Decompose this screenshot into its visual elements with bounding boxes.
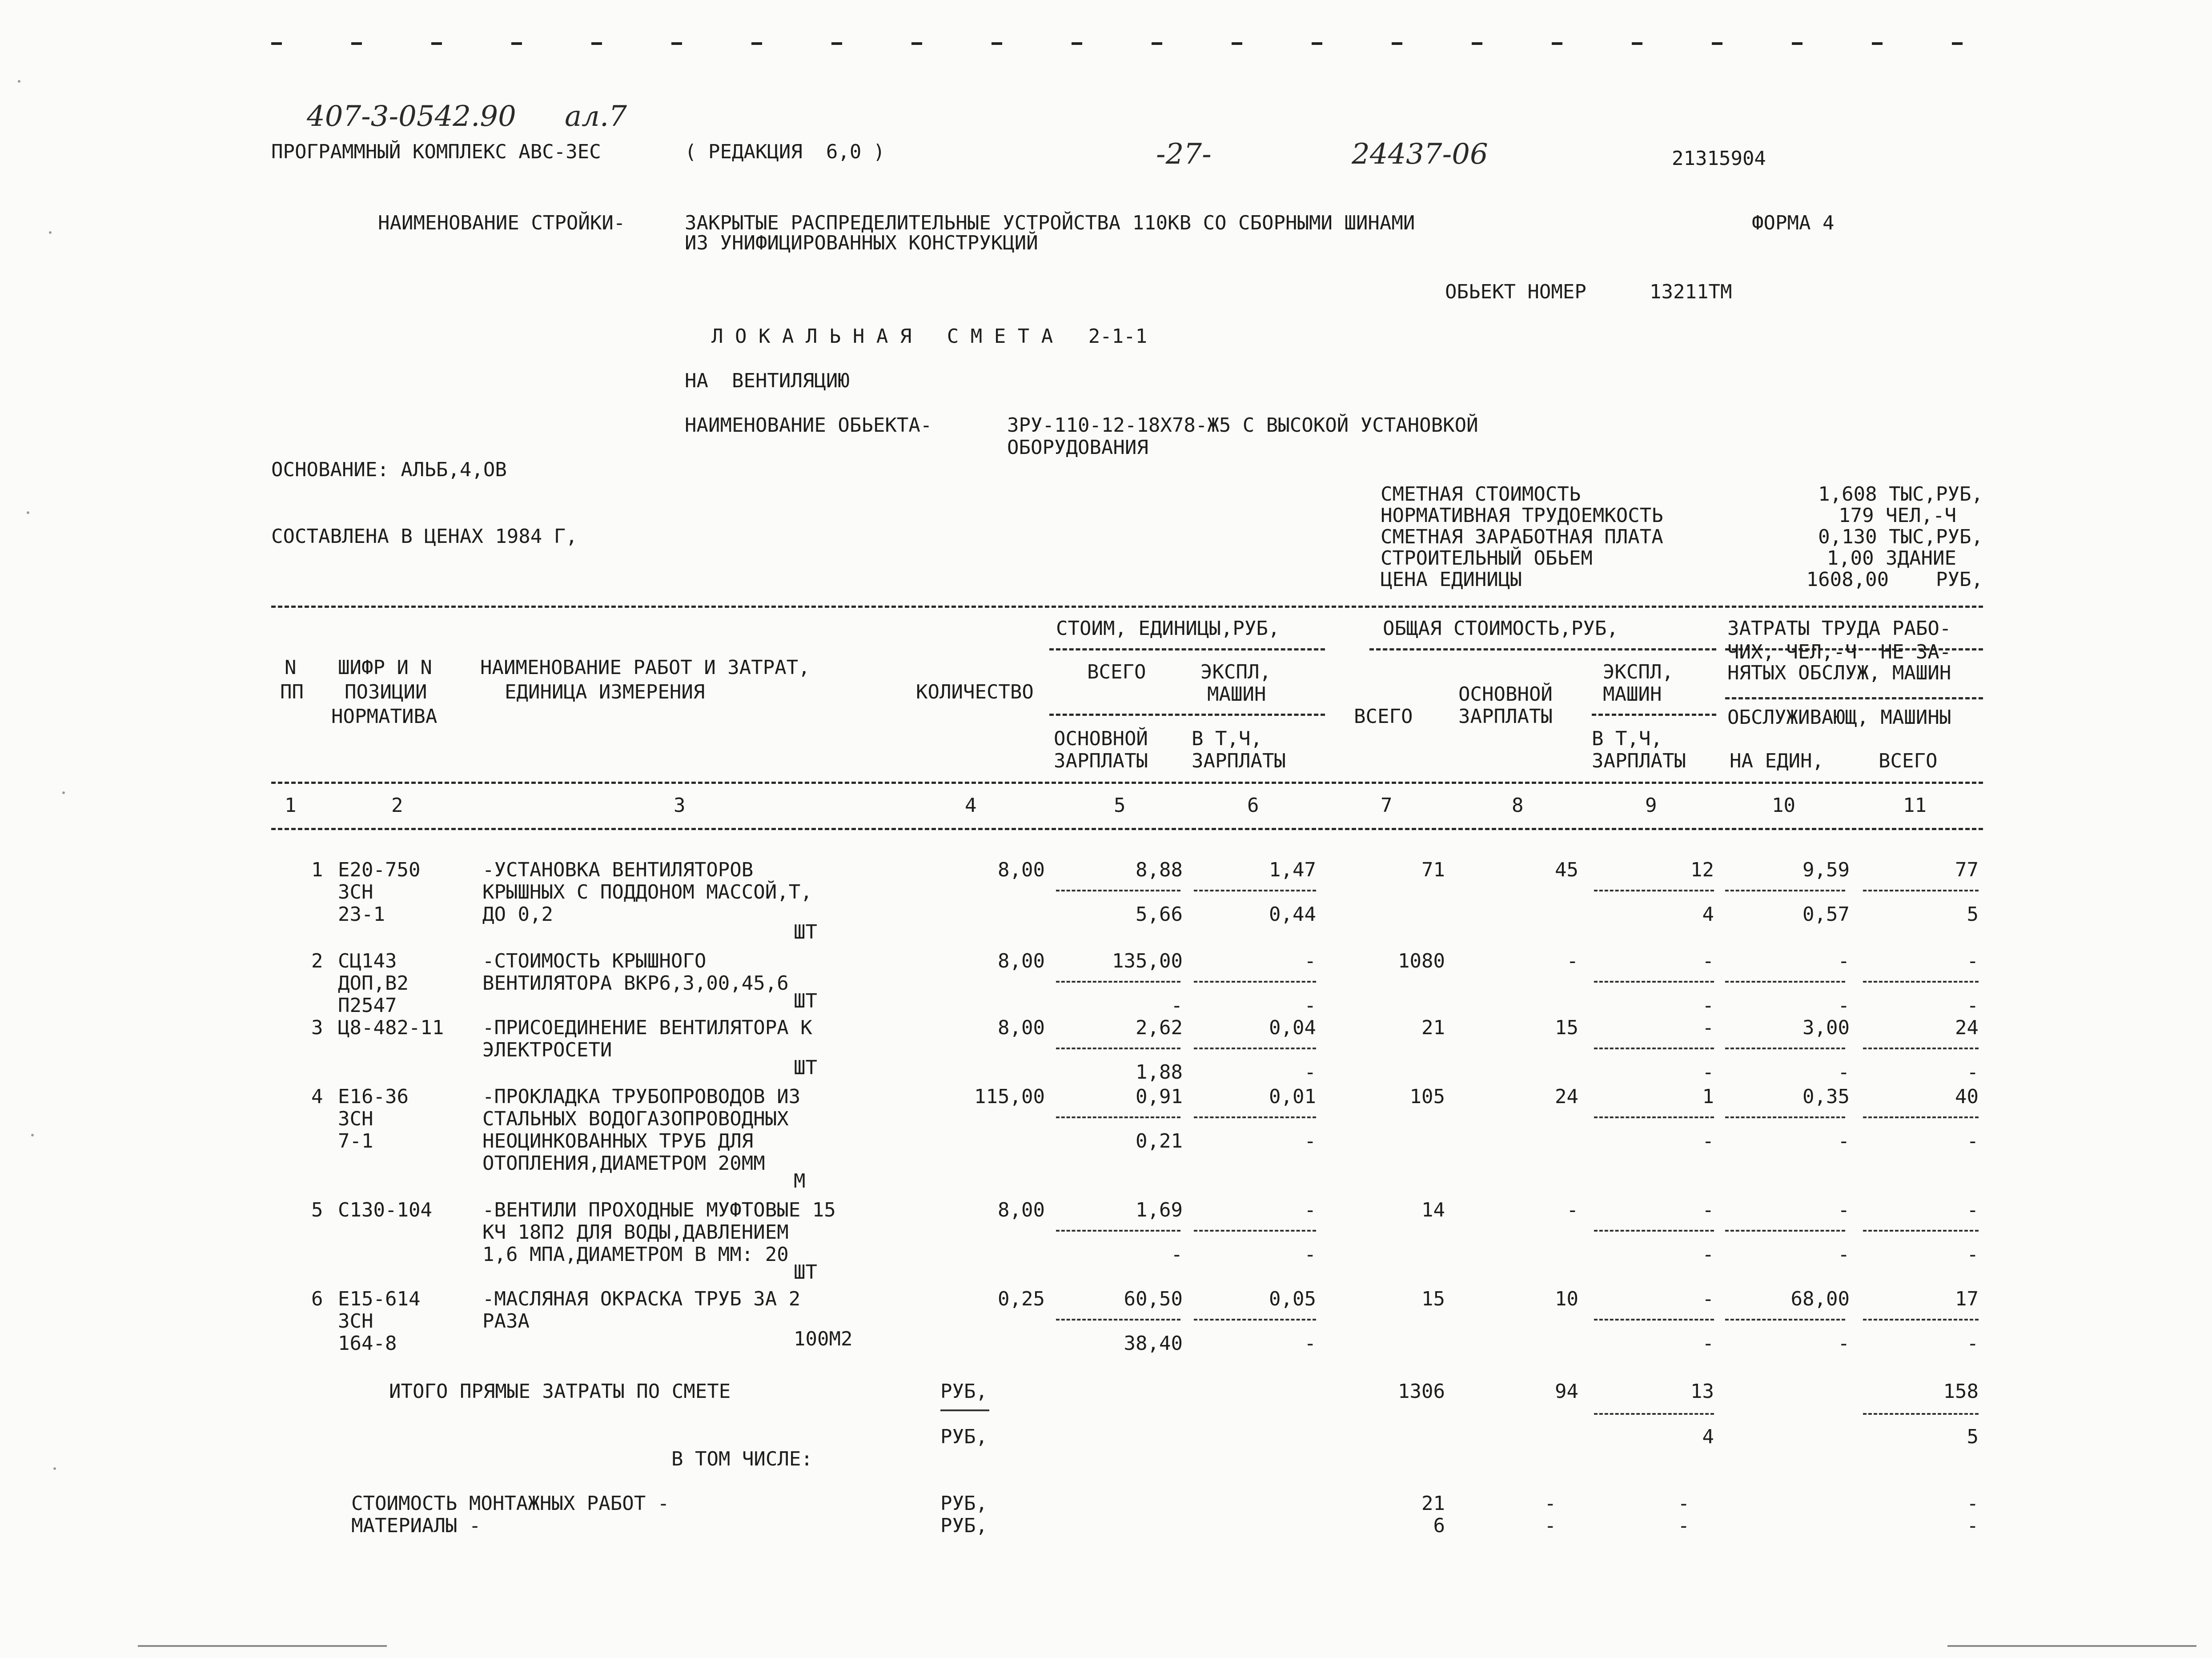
- row-total-base-wage: 10: [1555, 1288, 1578, 1310]
- row-labor-total: -: [1967, 950, 1979, 972]
- row-unit-machines: -: [1304, 1199, 1316, 1221]
- row-machine-labor-total: -: [1967, 1243, 1979, 1266]
- header-machines: ЭКСПЛ,: [1603, 661, 1674, 683]
- row-unit-machines: 0,01: [1269, 1085, 1316, 1108]
- row-work-name: -УСТАНОВКА ВЕНТИЛЯТОРОВ: [482, 859, 754, 881]
- header-subrule: [1725, 697, 1983, 699]
- value-underline: [1594, 1230, 1714, 1232]
- total-labor: 158: [1943, 1380, 1979, 1403]
- row-number: 2: [311, 950, 323, 972]
- row-work-name: КЧ 18П2 ДЛЯ ВОДЫ,ДАВЛЕНИЕМ: [482, 1221, 789, 1244]
- row-unit-machines: 0,05: [1269, 1288, 1316, 1310]
- row-work-name: -МАСЛЯНАЯ ОКРАСКА ТРУБ ЗА 2: [482, 1288, 801, 1310]
- row-machines-wage: -: [1304, 1243, 1316, 1266]
- row-machines-wage-total: -: [1702, 1130, 1714, 1152]
- row-quantity: 8,00: [998, 1199, 1045, 1221]
- estimate-purpose: НА ВЕНТИЛЯЦИЮ: [685, 369, 850, 392]
- direct-costs-label: ИТОГО ПРЯМЫЕ ЗАТРАТЫ ПО СМЕТЕ: [389, 1380, 731, 1403]
- header-incl-wage: ЗАРПЛАТЫ: [1592, 750, 1686, 772]
- row-machine-labor-per-unit: -: [1838, 1332, 1850, 1355]
- construction-label: НАИМЕНОВАНИЕ СТРОЙКИ-: [378, 212, 626, 234]
- header-base-wage: ОСНОВНОЙ: [1054, 727, 1148, 750]
- value-underline: [1056, 1230, 1180, 1232]
- row-total-base-wage: 24: [1555, 1085, 1578, 1108]
- row-quantity: 8,00: [998, 1016, 1045, 1039]
- header-total-cost: ОБЩАЯ СТОИМОСТЬ,РУБ,: [1383, 617, 1618, 640]
- row-total-cost: 15: [1421, 1288, 1445, 1310]
- summary-value: 1,608 ТЫС,РУБ,: [1818, 483, 1983, 506]
- object-number-label: ОБЬЕКТ НОМЕР: [1445, 281, 1586, 303]
- materials-cost: 6: [1433, 1514, 1445, 1537]
- row-unit: ШТ: [794, 1261, 817, 1284]
- currency-label: РУБ,: [940, 1492, 988, 1515]
- value-underline: [1863, 1230, 1979, 1232]
- column-number: 11: [1903, 794, 1927, 817]
- row-labor-per-unit: -: [1838, 1199, 1850, 1221]
- row-total-machines: 12: [1690, 859, 1714, 881]
- row-machine-labor-total: -: [1967, 994, 1979, 1017]
- row-unit-cost: 2,62: [1136, 1016, 1183, 1039]
- row-base-wage: -: [1171, 994, 1183, 1017]
- object-name-line2: ОБОРУДОВАНИЯ: [1007, 436, 1148, 459]
- row-total-cost: 21: [1421, 1016, 1445, 1039]
- row-work-name: ДО 0,2: [482, 903, 553, 926]
- column-number: 3: [674, 794, 686, 817]
- row-machine-labor-per-unit: -: [1838, 994, 1850, 1017]
- row-machine-labor-total: -: [1967, 1061, 1979, 1084]
- mounting-labor: -: [1967, 1492, 1979, 1515]
- value-underline: [1594, 1116, 1714, 1118]
- value-underline: [1863, 981, 1979, 983]
- value-underline: [1863, 1319, 1979, 1321]
- row-work-name: -ПРИСОЕДИНЕНИЕ ВЕНТИЛЯТОРА К: [482, 1016, 812, 1039]
- row-unit: ШТ: [794, 990, 817, 1012]
- header-cipher: ШИФР И N: [338, 656, 432, 679]
- row-labor-total: 17: [1955, 1288, 1979, 1310]
- value-underline: [1194, 890, 1316, 891]
- summary-value: 179 ЧЕЛ,-Ч: [1839, 504, 1956, 527]
- value-underline: [1194, 1116, 1316, 1118]
- row-cipher: 23-1: [338, 903, 385, 926]
- row-machines-wage: -: [1304, 1130, 1316, 1152]
- row-cipher: Е16-36: [338, 1085, 409, 1108]
- row-labor-per-unit: 3,00: [1803, 1016, 1850, 1039]
- row-cipher: ЗСН: [338, 881, 373, 903]
- row-labor-per-unit: 68,00: [1790, 1288, 1850, 1310]
- row-number: 3: [311, 1016, 323, 1039]
- summary-label: СМЕТНАЯ СТОИМОСТЬ: [1381, 483, 1581, 506]
- value-underline: [1056, 1048, 1180, 1049]
- row-labor-total: 40: [1955, 1085, 1979, 1108]
- row-work-name: КРЫШНЫХ С ПОДДОНОМ МАССОЙ,Т,: [482, 881, 812, 903]
- row-cipher: П2547: [338, 994, 397, 1017]
- header-base-wage: ЗАРПЛАТЫ: [1458, 705, 1553, 728]
- row-cipher: Е20-750: [338, 859, 421, 881]
- scan-speck: [62, 791, 65, 794]
- header-base-wage: ЗАРПЛАТЫ: [1054, 750, 1148, 772]
- row-unit: ШТ: [794, 921, 817, 943]
- row-machines-wage: 0,44: [1269, 903, 1316, 926]
- header-subrule: [1592, 714, 1716, 716]
- row-labor-total: 77: [1955, 859, 1979, 881]
- header-work-name: ЕДИНИЦА ИЗМЕРЕНИЯ: [505, 681, 705, 703]
- summary-label: ЦЕНА ЕДИНИЦЫ: [1381, 568, 1522, 591]
- row-unit-cost: 1,69: [1136, 1199, 1183, 1221]
- header-pp: ПП: [280, 681, 304, 703]
- row-machines-wage: -: [1304, 994, 1316, 1017]
- column-number: 5: [1114, 794, 1126, 817]
- row-base-wage: -: [1171, 1243, 1183, 1266]
- value-underline: [1725, 890, 1845, 891]
- row-cipher: ЗСН: [338, 1310, 373, 1333]
- currency-label: РУБ,: [940, 1514, 988, 1537]
- value-underline: [1725, 1319, 1845, 1321]
- row-cipher: СЦ143: [338, 950, 397, 972]
- construction-name-line1: ЗАКРЫТЫЕ РАСПРЕДЕЛИТЕЛЬНЫЕ УСТРОЙСТВА 110КВ СО СБОРНЫМИ ШИНАМИ: [685, 212, 1415, 234]
- column-number: 8: [1512, 794, 1524, 817]
- row-machines-wage: -: [1304, 1061, 1316, 1084]
- total-machines-wage: 4: [1702, 1425, 1714, 1448]
- header-labor: ЧИХ, ЧЕЛ,-Ч НЕ ЗА-: [1727, 641, 1951, 663]
- total-base-wage: 94: [1555, 1380, 1578, 1403]
- column-number: 2: [391, 794, 403, 817]
- header-base-wage: ОСНОВНОЙ: [1458, 683, 1553, 706]
- row-base-wage: 5,66: [1136, 903, 1183, 926]
- summary-label: НОРМАТИВНАЯ ТРУДОЕМКОСТЬ: [1381, 504, 1663, 527]
- currency-label: РУБ,: [940, 1425, 988, 1448]
- header-subrule: [1369, 648, 1716, 650]
- header-machines: МАШИН: [1207, 683, 1266, 706]
- header-subrule: [1049, 648, 1325, 650]
- row-cipher: Е15-614: [338, 1288, 421, 1310]
- row-work-name: СТАЛЬНЫХ ВОДОГАЗОПРОВОДНЫХ: [482, 1108, 789, 1130]
- value-underline: [1194, 981, 1316, 983]
- value-underline: [1863, 1048, 1979, 1049]
- value-underline: [1594, 1048, 1714, 1049]
- row-machine-labor-total: -: [1967, 1130, 1979, 1152]
- column-number: 9: [1645, 794, 1657, 817]
- row-total-machines: 1: [1702, 1085, 1714, 1108]
- row-work-name: -ПРОКЛАДКА ТРУБОПРОВОДОВ ИЗ: [482, 1085, 801, 1108]
- row-total-machines: -: [1702, 1016, 1714, 1039]
- summary-value: 1,00 ЗДАНИЕ: [1827, 547, 1956, 570]
- header-incl-wage: В Т,Ч,: [1192, 727, 1262, 750]
- header-total: ВСЕГО: [1354, 705, 1413, 728]
- row-unit-cost: 60,50: [1124, 1288, 1183, 1310]
- program-edition: ( РЕДАКЦИЯ 6,0 ): [685, 141, 885, 163]
- row-labor-per-unit: -: [1838, 950, 1850, 972]
- value-underline: [1056, 981, 1180, 983]
- row-cipher: Ц8-482-11: [338, 1016, 444, 1039]
- row-unit: 100М2: [794, 1328, 853, 1350]
- total-machine-labor: 5: [1967, 1425, 1979, 1448]
- row-unit: ШТ: [794, 1056, 817, 1079]
- handwritten-document-number: 24437-06: [1352, 138, 1488, 171]
- total-direct-cost: 1306: [1398, 1380, 1445, 1403]
- summary-value: 1608,00 РУБ,: [1806, 568, 1983, 591]
- row-quantity: 8,00: [998, 950, 1045, 972]
- total-machines: 13: [1690, 1380, 1714, 1403]
- header-cipher: НОРМАТИВА: [331, 705, 438, 728]
- row-machine-labor-total: 5: [1967, 903, 1979, 926]
- row-base-wage: 0,21: [1136, 1130, 1183, 1152]
- row-machine-labor-total: -: [1967, 1332, 1979, 1355]
- mounting-cost-label: СТОИМОСТЬ МОНТАЖНЫХ РАБОТ -: [351, 1492, 670, 1515]
- value-underline: [1056, 1319, 1180, 1321]
- row-total-cost: 71: [1421, 859, 1445, 881]
- price-level: СОСТАВЛЕНА В ЦЕНАХ 1984 Г,: [271, 525, 578, 548]
- construction-name-line2: ИЗ УНИФИЦИРОВАННЫХ КОНСТРУКЦИЙ: [685, 232, 1038, 254]
- row-number: 6: [311, 1288, 323, 1310]
- value-underline: [1863, 1116, 1979, 1118]
- row-machines-wage-total: 4: [1702, 903, 1714, 926]
- form-number: ФОРМА 4: [1752, 212, 1835, 234]
- row-labor-per-unit: 0,35: [1803, 1085, 1850, 1108]
- row-cipher: ЗСН: [338, 1108, 373, 1130]
- currency-underline: [940, 1409, 989, 1411]
- header-incl-wage: В Т,Ч,: [1592, 727, 1662, 750]
- estimate-title: Л О К А Л Ь Н А Я С М Е Т А 2-1-1: [711, 325, 1148, 348]
- row-cipher: ДОП,В2: [338, 972, 409, 995]
- header-machines: ЭКСПЛ,: [1200, 661, 1271, 683]
- row-labor-per-unit: 9,59: [1803, 859, 1850, 881]
- value-underline: [1194, 1319, 1316, 1321]
- row-quantity: 8,00: [998, 859, 1045, 881]
- row-work-name: -ВЕНТИЛИ ПРОХОДНЫЕ МУФТОВЫЕ 15: [482, 1199, 836, 1221]
- value-underline: [1594, 890, 1714, 891]
- row-unit-machines: 0,04: [1269, 1016, 1316, 1039]
- row-base-wage: 38,40: [1124, 1332, 1183, 1355]
- row-labor-total: -: [1967, 1199, 1979, 1221]
- row-cipher: С130-104: [338, 1199, 432, 1221]
- value-underline: [1725, 1048, 1845, 1049]
- materials-label: МАТЕРИАЛЫ -: [351, 1514, 481, 1537]
- scan-speck: [18, 80, 20, 83]
- row-total-cost: 14: [1421, 1199, 1445, 1221]
- value-underline: [1863, 890, 1979, 891]
- header-total: ВСЕГО: [1879, 750, 1938, 772]
- estimate-basis: ОСНОВАНИЕ: АЛЬБ,4,ОВ: [271, 458, 507, 481]
- value-underline: [1594, 981, 1714, 983]
- summary-value: 0,130 ТЫС,РУБ,: [1818, 526, 1983, 548]
- row-machines-wage: -: [1304, 1332, 1316, 1355]
- row-quantity: 115,00: [974, 1085, 1045, 1108]
- value-underline: [1056, 1116, 1180, 1118]
- header-n: N: [285, 656, 297, 679]
- header-cipher: ПОЗИЦИИ: [345, 681, 427, 703]
- mounting-base-wage: -: [1544, 1492, 1556, 1515]
- materials-machines: -: [1678, 1514, 1690, 1537]
- row-unit-machines: 1,47: [1269, 859, 1316, 881]
- value-underline: [1725, 1116, 1845, 1118]
- object-name-label: НАИМЕНОВАНИЕ ОБЬЕКТА-: [685, 414, 932, 437]
- row-unit-cost: 0,91: [1136, 1085, 1183, 1108]
- including-label: В ТОМ ЧИСЛЕ:: [671, 1448, 813, 1470]
- row-work-name: ОТОПЛЕНИЯ,ДИАМЕТРОМ 20ММ: [482, 1152, 765, 1175]
- row-work-name: НЕОЦИНКОВАННЫХ ТРУБ ДЛЯ: [482, 1130, 754, 1152]
- row-number: 5: [311, 1199, 323, 1221]
- table-top-rule: [271, 606, 1983, 608]
- object-number: 13211ТМ: [1650, 281, 1732, 303]
- program-name: ПРОГРАММНЫЙ КОМПЛЕКС АВС-3ЕС: [271, 141, 601, 163]
- bottom-edge-line: [1947, 1645, 2196, 1647]
- row-unit-machines: -: [1304, 950, 1316, 972]
- row-base-wage: 1,88: [1136, 1061, 1183, 1084]
- header-per-unit: НА ЕДИН,: [1730, 750, 1824, 772]
- header-labor: ОБСЛУЖИВАЮЩ, МАШИНЫ: [1727, 706, 1951, 729]
- row-total-cost: 105: [1409, 1085, 1445, 1108]
- row-work-name: ЭЛЕКТРОСЕТИ: [482, 1039, 612, 1061]
- summary-label: СТРОИТЕЛЬНЫЙ ОБЬЕМ: [1381, 547, 1593, 570]
- column-number: 10: [1772, 794, 1795, 817]
- row-total-machines: -: [1702, 950, 1714, 972]
- header-quantity: КОЛИЧЕСТВО: [916, 681, 1034, 703]
- column-numbers-rule: [271, 828, 1983, 830]
- value-underline: [1725, 1230, 1845, 1232]
- value-underline: [1194, 1048, 1316, 1049]
- row-machines-wage-total: -: [1702, 1332, 1714, 1355]
- header-machines: МАШИН: [1603, 683, 1662, 706]
- bottom-edge-line: [138, 1645, 387, 1647]
- value-underline: [1594, 1319, 1714, 1321]
- value-underline: [1594, 1413, 1714, 1415]
- row-work-name: ВЕНТИЛЯТОРА ВКР6,3,00,45,6: [482, 972, 789, 995]
- handwritten-album: ал.7: [565, 100, 627, 133]
- row-quantity: 0,25: [998, 1288, 1045, 1310]
- row-machine-labor-per-unit: -: [1838, 1243, 1850, 1266]
- row-machines-wage-total: -: [1702, 994, 1714, 1017]
- header-bottom-rule: [271, 782, 1983, 784]
- row-unit-cost: 135,00: [1112, 950, 1183, 972]
- row-total-base-wage: -: [1566, 950, 1578, 972]
- scan-speck: [53, 1467, 56, 1470]
- row-machines-wage-total: -: [1702, 1243, 1714, 1266]
- mounting-machines: -: [1678, 1492, 1690, 1515]
- row-work-name: РАЗА: [482, 1310, 530, 1333]
- header-subrule: [1049, 714, 1325, 716]
- header-labor: НЯТЫХ ОБСЛУЖ, МАШИН: [1727, 662, 1951, 684]
- row-total-machines: -: [1702, 1288, 1714, 1310]
- value-underline: [1194, 1230, 1316, 1232]
- row-cipher: 7-1: [338, 1130, 373, 1152]
- mounting-cost: 21: [1421, 1492, 1445, 1515]
- object-name-line1: ЗРУ-110-12-18Х78-Ж5 С ВЫСОКОЙ УСТАНОВКОЙ: [1007, 414, 1478, 437]
- value-underline: [1725, 981, 1845, 983]
- row-unit: М: [794, 1170, 806, 1192]
- row-total-base-wage: 45: [1555, 859, 1578, 881]
- row-work-name: -СТОИМОСТЬ КРЫШНОГО: [482, 950, 707, 972]
- currency-label: РУБ,: [940, 1380, 988, 1403]
- row-machines-wage-total: -: [1702, 1061, 1714, 1084]
- column-number: 6: [1247, 794, 1259, 817]
- header-total: ВСЕГО: [1087, 661, 1146, 683]
- scan-speck: [27, 511, 29, 514]
- row-total-base-wage: -: [1566, 1199, 1578, 1221]
- row-cipher: 164-8: [338, 1332, 397, 1355]
- header-labor: ЗАТРАТЫ ТРУДА РАБО-: [1727, 617, 1951, 640]
- materials-labor: -: [1967, 1514, 1979, 1537]
- document-code: 21315904: [1672, 147, 1766, 170]
- row-total-machines: -: [1702, 1199, 1714, 1221]
- materials-base-wage: -: [1544, 1514, 1556, 1537]
- scan-speck: [31, 1134, 34, 1136]
- header-unit-cost: СТОИМ, ЕДИНИЦЫ,РУБ,: [1056, 617, 1280, 640]
- row-machine-labor-per-unit: -: [1838, 1061, 1850, 1084]
- value-underline: [1863, 1413, 1979, 1415]
- column-number: 4: [965, 794, 977, 817]
- value-underline: [1056, 890, 1180, 891]
- row-total-cost: 1080: [1398, 950, 1445, 972]
- row-unit-cost: 8,88: [1136, 859, 1183, 881]
- scan-speck: [49, 231, 52, 234]
- row-labor-total: 24: [1955, 1016, 1979, 1039]
- row-machine-labor-per-unit: 0,57: [1803, 903, 1850, 926]
- handwritten-page-number: -27-: [1156, 138, 1212, 171]
- column-number: 1: [285, 794, 297, 817]
- row-machine-labor-per-unit: -: [1838, 1130, 1850, 1152]
- handwritten-sheet-ref: 407-3-0542.90: [307, 100, 516, 133]
- row-number: 1: [311, 859, 323, 881]
- header-work-name: НАИМЕНОВАНИЕ РАБОТ И ЗАТРАТ,: [480, 656, 810, 679]
- summary-label: СМЕТНАЯ ЗАРАБОТНАЯ ПЛАТА: [1381, 526, 1663, 548]
- row-work-name: 1,6 МПА,ДИАМЕТРОМ В ММ: 20: [482, 1243, 789, 1266]
- column-number: 7: [1381, 794, 1393, 817]
- row-total-base-wage: 15: [1555, 1016, 1578, 1039]
- row-number: 4: [311, 1085, 323, 1108]
- header-incl-wage: ЗАРПЛАТЫ: [1192, 750, 1286, 772]
